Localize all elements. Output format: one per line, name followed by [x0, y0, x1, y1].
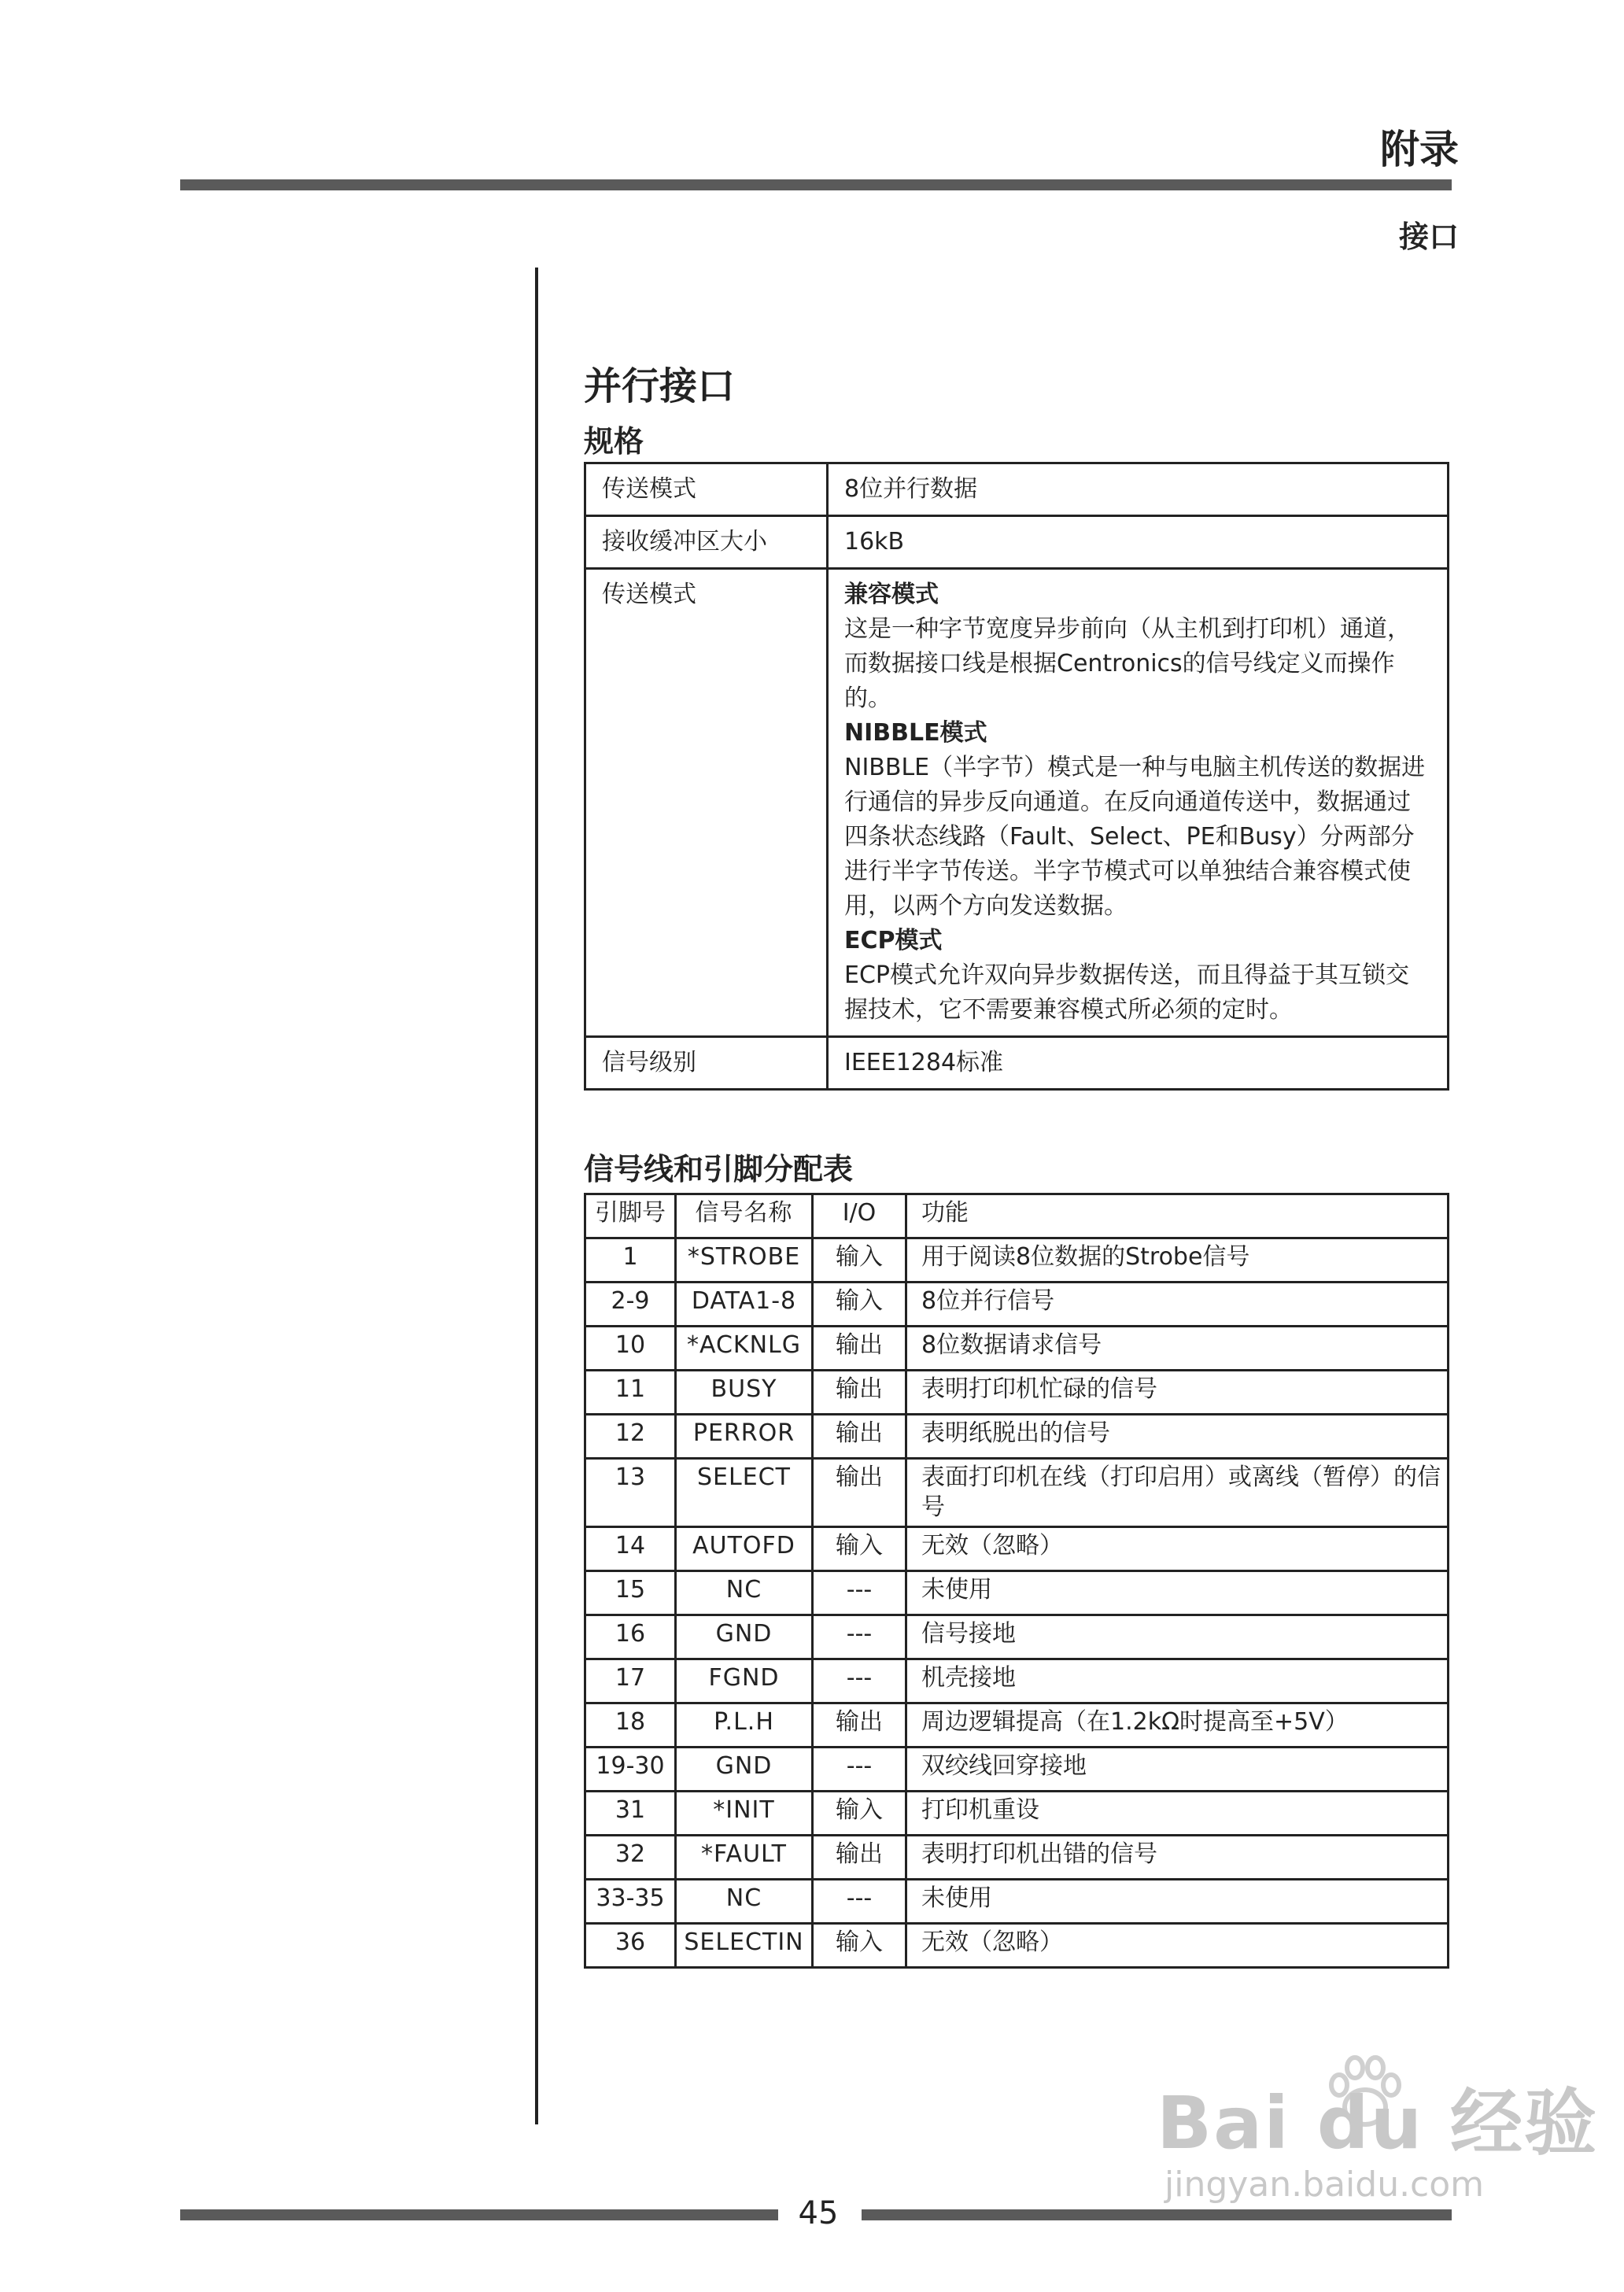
function-desc: 表明打印机忙碌的信号 [906, 1371, 1449, 1415]
spec-row [585, 569, 1449, 1037]
spec-row [585, 463, 1449, 516]
spec-label: 传送模式 [585, 569, 828, 1037]
function-desc: 未使用 [906, 1880, 1449, 1924]
column-header: I/O [813, 1194, 906, 1238]
io-direction: 输入 [813, 1792, 906, 1836]
table-row [585, 1792, 1449, 1836]
section-subtitle: 接口 [1398, 220, 1459, 254]
pins-heading: 信号线和引脚分配表 [584, 1152, 854, 1187]
column-header: 信号名称 [676, 1194, 813, 1238]
page-title: 并行接口 [584, 364, 736, 408]
function-desc: 机壳接地 [906, 1659, 1449, 1703]
pin-table-header [585, 1194, 1449, 1238]
spec-value: IEEE1284标准 [828, 1037, 1449, 1090]
io-direction: 输入 [813, 1924, 906, 1968]
mode-desc: ECP模式允许双向异步数据传送，而且得益于其互锁交握技术，它不需要兼容模式所必须的定时。 [844, 961, 1409, 1024]
footer-rule-right [862, 2209, 1452, 2220]
io-direction: 输出 [813, 1459, 906, 1527]
function-desc: 无效（忽略） [906, 1527, 1449, 1571]
pin-number: 1 [585, 1238, 676, 1283]
table-row [585, 1415, 1449, 1459]
table-row [585, 1880, 1449, 1924]
pin-number: 32 [585, 1836, 676, 1880]
table-row [585, 1748, 1449, 1792]
pin-table [584, 1193, 1449, 1969]
table-row [585, 1371, 1449, 1415]
spec-value: 16kB [828, 516, 1449, 569]
io-direction: 输出 [813, 1415, 906, 1459]
pin-number: 2-9 [585, 1283, 676, 1327]
chapter-title: 附录 [1380, 127, 1459, 172]
function-desc: 表明纸脱出的信号 [906, 1415, 1449, 1459]
mode-name: 兼容模式 [844, 581, 939, 608]
spec-row [585, 516, 1449, 569]
spec-label: 传送模式 [585, 463, 828, 516]
function-desc: 无效（忽略） [906, 1924, 1449, 1968]
signal-name: AUTOFD [676, 1527, 813, 1571]
pin-number: 15 [585, 1571, 676, 1615]
column-header: 引脚号 [585, 1194, 676, 1238]
page-number: 45 [798, 2195, 839, 2231]
pin-number: 17 [585, 1659, 676, 1703]
function-desc: 表面打印机在线（打印启用）或离线（暂停）的信号 [906, 1459, 1449, 1527]
signal-name: GND [676, 1748, 813, 1792]
io-direction: --- [813, 1659, 906, 1703]
watermark-url: jingyan.baidu.com [1164, 2165, 1485, 2205]
mode-name: NIBBLE模式 [844, 719, 987, 747]
signal-name: *STROBE [676, 1238, 813, 1283]
function-desc: 周边逻辑提高（在1.2kΩ时提高至+5V） [906, 1703, 1449, 1748]
pin-number: 31 [585, 1792, 676, 1836]
table-row [585, 1527, 1449, 1571]
spec-label: 信号级别 [585, 1037, 828, 1090]
function-desc: 未使用 [906, 1571, 1449, 1615]
pin-number: 18 [585, 1703, 676, 1748]
io-direction: 输出 [813, 1371, 906, 1415]
io-direction: 输出 [813, 1703, 906, 1748]
signal-name: FGND [676, 1659, 813, 1703]
spec-modes [828, 569, 1449, 1037]
io-direction: --- [813, 1748, 906, 1792]
function-desc: 8位数据请求信号 [906, 1327, 1449, 1371]
pin-number: 12 [585, 1415, 676, 1459]
table-row [585, 1459, 1449, 1527]
table-row [585, 1703, 1449, 1748]
signal-name: *ACKNLG [676, 1327, 813, 1371]
signal-name: DATA1-8 [676, 1283, 813, 1327]
table-row [585, 1238, 1449, 1283]
pin-number: 11 [585, 1371, 676, 1415]
signal-name: SELECT [676, 1459, 813, 1527]
table-row [585, 1283, 1449, 1327]
spec-table [584, 462, 1449, 1091]
io-direction: 输入 [813, 1283, 906, 1327]
mode-desc: NIBBLE（半字节）模式是一种与电脑主机传送的数据进行通信的异步反向通道。在反向通道传送中，数据通过四条状态线路（Fault、Select、PE和Busy）分两部分进行半字节传送。半字节模式可以单独结合兼容模式使用，以两个方向发送数据。 [844, 754, 1426, 920]
pin-number: 14 [585, 1527, 676, 1571]
watermark-logo: Bai du 经验 [1157, 2081, 1599, 2165]
function-desc: 用于阅读8位数据的Strobe信号 [906, 1238, 1449, 1283]
pin-number: 10 [585, 1327, 676, 1371]
table-row [585, 1924, 1449, 1968]
io-direction: --- [813, 1880, 906, 1924]
signal-name: NC [676, 1880, 813, 1924]
watermark [1157, 2065, 1598, 2205]
spec-value: 8位并行数据 [828, 463, 1449, 516]
footer-rule-left [180, 2209, 778, 2220]
column-header: 功能 [906, 1194, 1449, 1238]
table-row [585, 1836, 1449, 1880]
function-desc: 信号接地 [906, 1615, 1449, 1659]
io-direction: 输入 [813, 1527, 906, 1571]
spec-row [585, 1037, 1449, 1090]
io-direction: 输出 [813, 1836, 906, 1880]
pin-number: 16 [585, 1615, 676, 1659]
signal-name: P.L.H [676, 1703, 813, 1748]
header-rule [180, 179, 1452, 190]
signal-name: *FAULT [676, 1836, 813, 1880]
function-desc: 双绞线回穿接地 [906, 1748, 1449, 1792]
mode-name: ECP模式 [844, 927, 943, 954]
margin-rule [535, 268, 538, 2124]
pin-number: 36 [585, 1924, 676, 1968]
pin-number: 33-35 [585, 1880, 676, 1924]
function-desc: 表明打印机出错的信号 [906, 1836, 1449, 1880]
io-direction: --- [813, 1571, 906, 1615]
mode-desc: 这是一种字节宽度异步前向（从主机到打印机）通道，而数据接口线是根据Centronics的信号线定义而操作的。 [844, 615, 1411, 712]
spec-heading: 规格 [584, 424, 644, 459]
function-desc: 8位并行信号 [906, 1283, 1449, 1327]
io-direction: 输出 [813, 1327, 906, 1371]
function-desc: 打印机重设 [906, 1792, 1449, 1836]
signal-name: SELECTIN [676, 1924, 813, 1968]
signal-name: GND [676, 1615, 813, 1659]
table-row [585, 1659, 1449, 1703]
io-direction: 输入 [813, 1238, 906, 1283]
signal-name: BUSY [676, 1371, 813, 1415]
signal-name: PERROR [676, 1415, 813, 1459]
table-row [585, 1615, 1449, 1659]
pin-number: 13 [585, 1459, 676, 1527]
pin-number: 19-30 [585, 1748, 676, 1792]
spec-label: 接收缓冲区大小 [585, 516, 828, 569]
table-row [585, 1327, 1449, 1371]
signal-name: *INIT [676, 1792, 813, 1836]
signal-name: NC [676, 1571, 813, 1615]
io-direction: --- [813, 1615, 906, 1659]
table-row [585, 1571, 1449, 1615]
